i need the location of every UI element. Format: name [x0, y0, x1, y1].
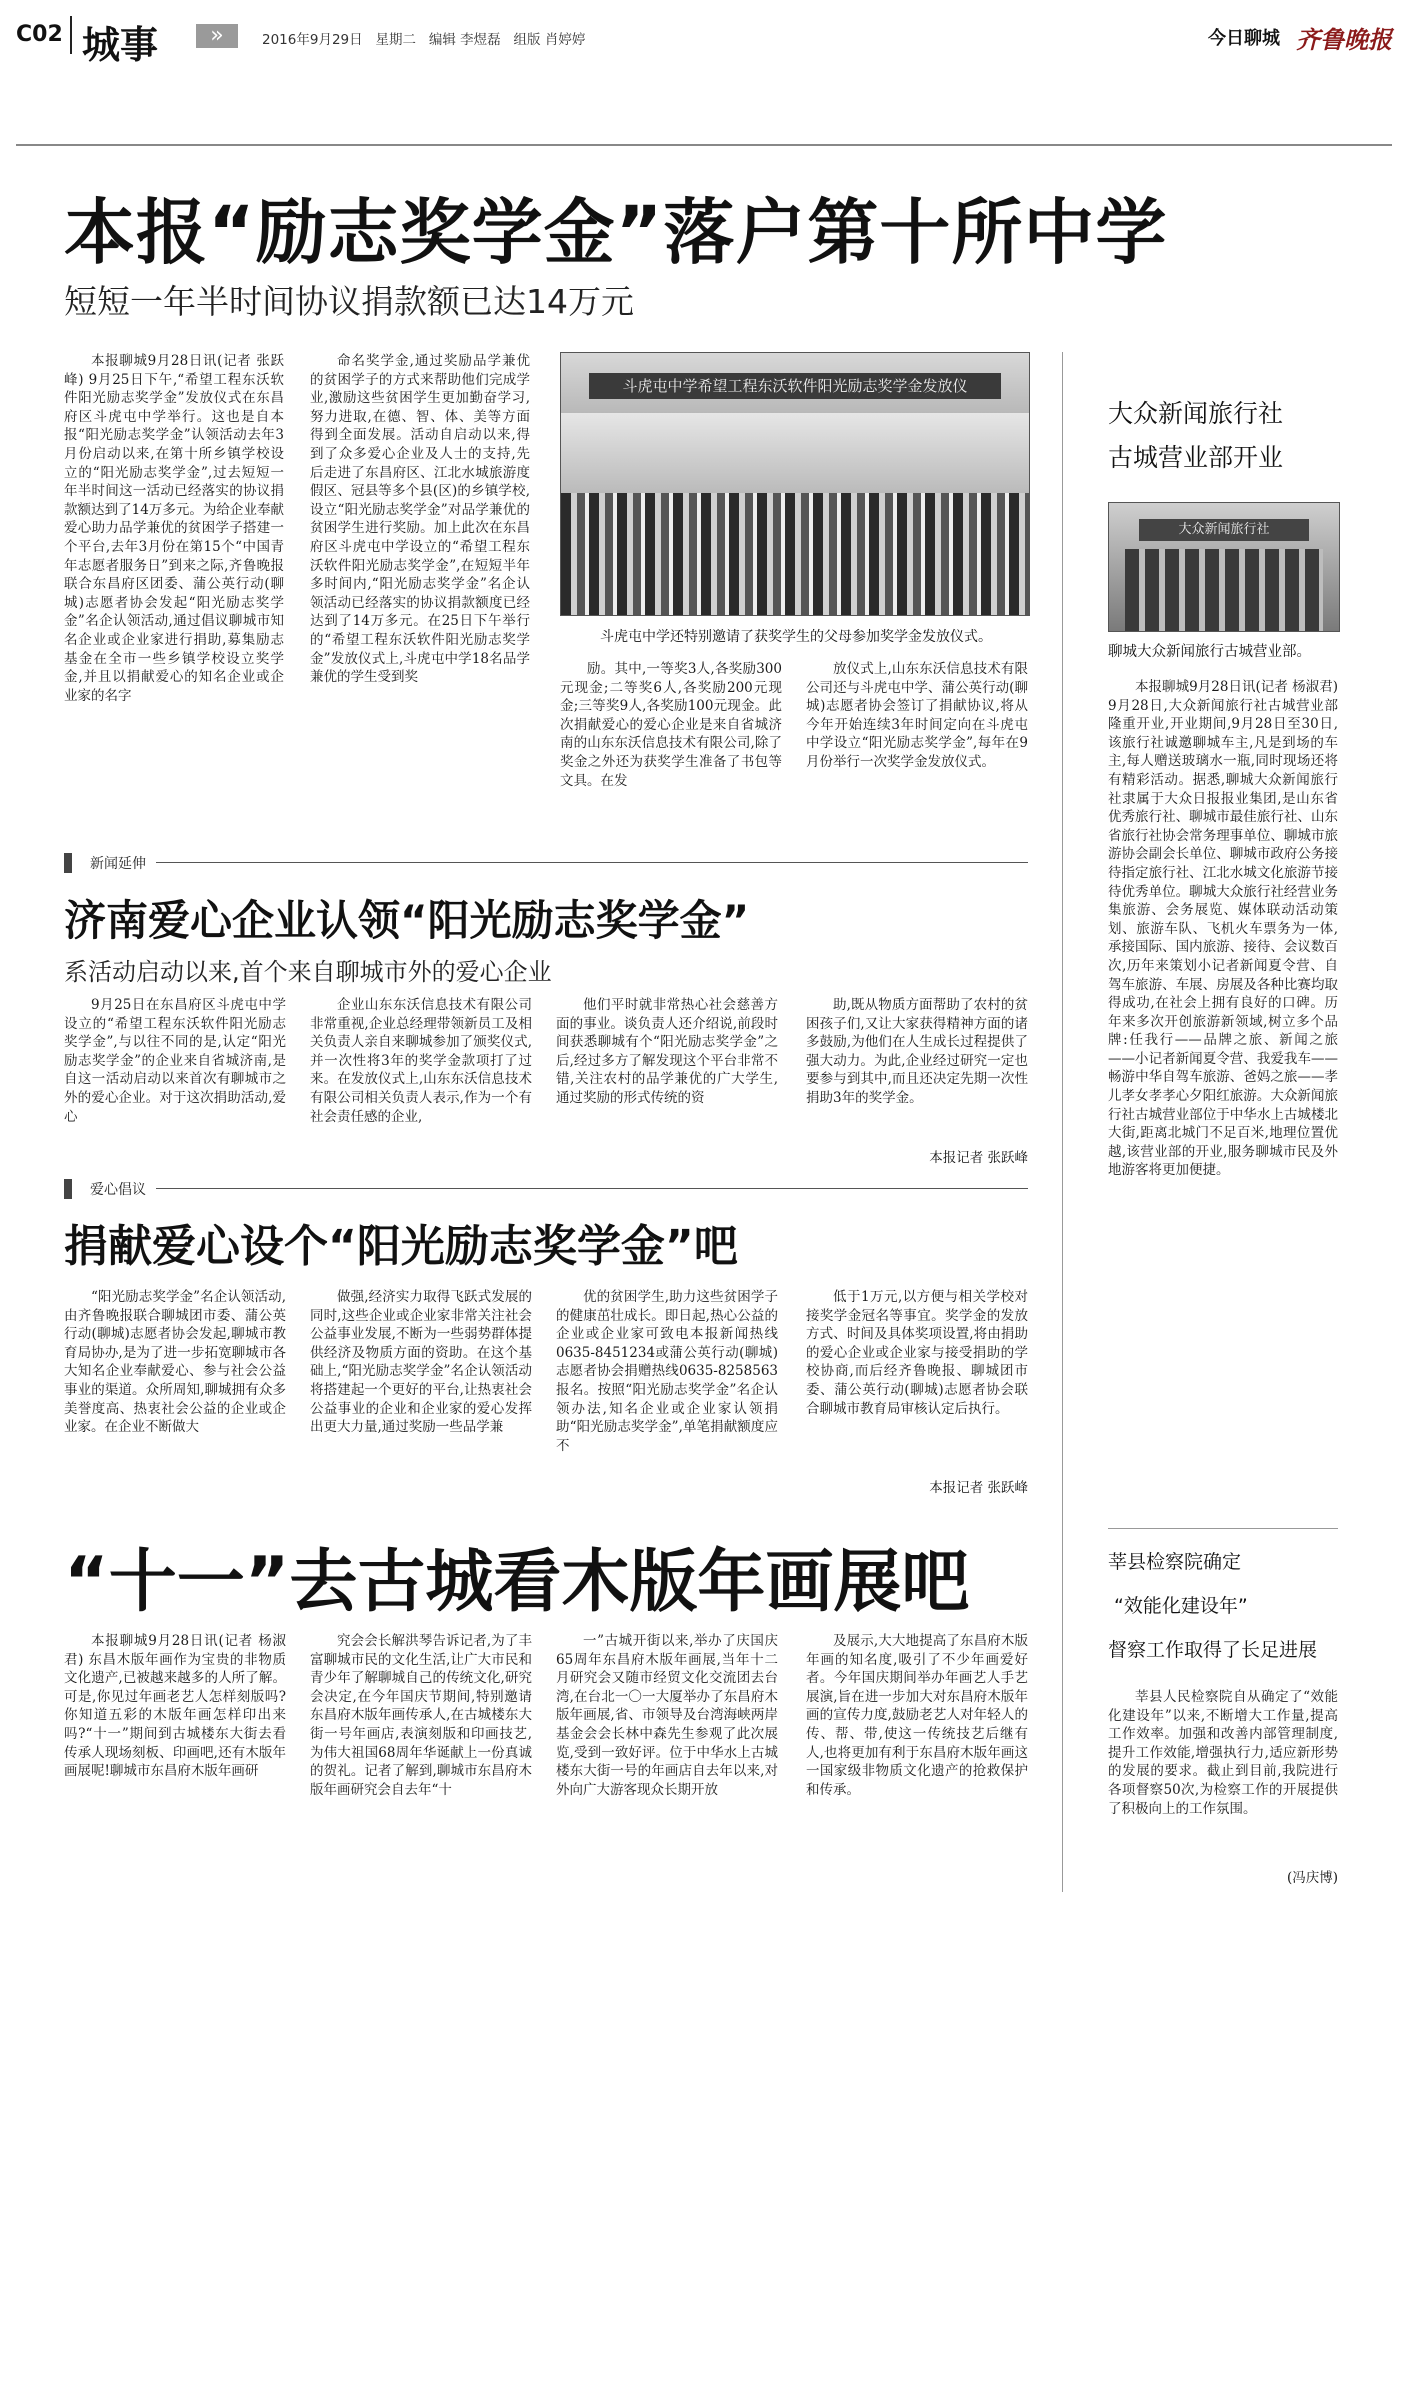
- article2-byline: 本报记者 张跃峰: [929, 1150, 1028, 1166]
- article4-headline: “十一”去古城看木版年画展吧: [64, 1543, 970, 1622]
- sidebar1-photo-facade: [1125, 549, 1323, 631]
- article4-col-2: 究会会长解洪琴告诉记者,为了丰富聊城市民的文化生活,让广大市民和青少年了解聊城自己的传统文化,研究会决定,在今年国庆节期间,特别邀请东昌府木版年画传承人,在古城楼东大街一号年画店,表演刻版和印画技艺,为伟大祖国68周年华诞献上一份真诚的贺礼。记者了解到,聊城市东昌府木版年画研究会自去年“十: [310, 1633, 532, 1798]
- sidebar2-byline: (冯庆博): [1286, 1870, 1338, 1886]
- main-subheadline: 短短一年半时间协议捐款额已达14万元: [64, 282, 634, 321]
- article2-col-2: 企业山东东沃信息技术有限公司非常重视,企业总经理带领新员工及相关负责人亲自来聊城参加了颁奖仪式,并一次性将3年的奖学金款项打了过来。在发放仪式上,山东东沃信息技术有限公司相关负责人表示,作为一个有社会责任感的企业,: [310, 997, 532, 1125]
- main-article-col-1: 本报聊城9月28日讯(记者 张跃峰) 9月25日下午,“希望工程东沃软件阳光励志奖学金”发放仪式在东昌府区斗虎屯中学举行。这也是自本报“阳光励志奖学金”认领活动去年3月份启动以来,在第十所乡镇学校设立的“阳光励志奖学金”,过去短短一年半时间这一活动已经落实的协议捐款额达到了14万多元。为给企业奉献爱心助力品学兼优的贫困学子搭建一个平台,去年3月份在第15个“中国青年志愿者服务日”到来之际,齐鲁晚报联合东昌府区团委、蒲公英行动(聊城)志愿者协会发起“阳光励志奖学金”名企认领活动,通过倡议聊城市知名企业或企业家进行捐助,募集励志基金在全市一些乡镇学校设立奖学金,并且以捐献爱心的知名企业或企业家的名字: [64, 353, 284, 704]
- header-divider: [70, 16, 72, 54]
- layout-credit: 组版 肖婷婷: [513, 32, 586, 48]
- article2-col-3: 他们平时就非常热心社会慈善方面的事业。谈负责人还介绍说,前段时间获悉聊城有个“阳光励志奖学金”之后,经过多方了解发现这个平台非常不错,关注农村的品学兼优的广大学生,通过奖励的形式传统的资: [556, 997, 778, 1106]
- article4-col-1: 本报聊城9月28日讯(记者 杨淑君) 东昌木版年画作为宝贵的非物质文化遗产,已被越来越多的人所了解。可是,你见过年画老艺人怎样刻版吗?你知道五彩的木版年画怎样印出来吗?“十一”期间到古城楼东大街去看传承人现场刻板、印画吧,还有木版年画展呢!聊城市东昌府木版年画研: [64, 1633, 286, 1780]
- page-code: C02: [16, 22, 63, 47]
- issue-date: 2016年9月29日: [262, 32, 363, 48]
- article2-tag: 新闻延伸: [64, 853, 156, 873]
- column-name: 今日聊城: [1208, 28, 1280, 49]
- section-title: 城事: [82, 23, 159, 67]
- photo-crowd: [561, 493, 1029, 615]
- article2-col-4: 助,既从物质方面帮助了农村的贫困孩子们,又让大家获得精神方面的诸多鼓励,为他们在人生成长过程提供了强大动力。为此,企业经过研究一定也要参与到其中,而且还决定先期一次性捐助3年的奖学金。: [806, 997, 1028, 1106]
- main-headline: 本报“励志奖学金”落户第十所中学: [64, 191, 1168, 274]
- editor-credit: 编辑 李煜磊: [428, 32, 501, 48]
- main-article-col-2: 命名奖学金,通过奖励品学兼优的贫困学子的方式来帮助他们完成学业,激励这些贫困学生更加勤奋学习,努力进取,在德、智、体、美等方面得到全面发展。活动自启动以来,得到了众多爱心企业及人士的支持,先后走进了东昌府区、江北水城旅游度假区、冠县等多个县(区)的乡镇学校,设立“阳光励志奖学金”对品学兼优的贫困学生进行奖励。加上此次在东昌府区斗虎屯中学设立的“希望工程东沃软件阳光励志奖学金”,在短短半年多时间内,“阳光励志奖学金”名企认领活动已经落实的协议捐款额度已经达到了14万多元。在25日下午举行的“希望工程东沃软件阳光励志奖学金”发放仪式上,斗虎屯中学18名品学兼优的学生受到奖: [310, 353, 530, 686]
- article3-tag: 爱心倡议: [64, 1179, 156, 1199]
- sidebar2-body: 莘县人民检察院自从确定了“效能化建设年”以来,不断增大工作量,提高工作效率。加强和改善内部管理制度,提升工作效能,增强执行力,适应新形势的发展的要求。截止到目前,我院进行各项督察50次,为检察工作的开展提供了积极向上的工作氛围。: [1108, 1689, 1338, 1817]
- photo-building: [561, 413, 1029, 503]
- sidebar-divider: [1062, 352, 1063, 1892]
- article2-rule: [64, 862, 1028, 863]
- article3-col-4: 低于1万元,以方便与相关学校对接奖学金冠名等事宜。奖学金的发放方式、时间及具体奖项设置,将由捐助的爱心企业或企业家与接受捐助的学校协商,而后经齐鲁晚报、聊城团市委、蒲公英行动(聊城)志愿者协会联合聊城市教育局审核认定后执行。: [806, 1289, 1028, 1417]
- sidebar2-title: [1108, 1540, 1317, 1672]
- sidebar1-title-line-2: 古城营业部开业: [1108, 443, 1284, 472]
- article2-col-1: 9月25日在东昌府区斗虎屯中学设立的“希望工程东沃软件阳光励志奖学金”,与以往不同的是,认定“阳光励志奖学金”的企业来自省城济南,是自这一活动启动以来首次有聊城市之外的爱心企业。对于这次捐助活动,爱心: [64, 997, 286, 1125]
- article4-col-4: 及展示,大大地提高了东昌府木版年画的知名度,吸引了不少年画爱好者。今年国庆期间举办年画艺人手艺展演,旨在进一步加大对东昌府木版年画的宣传力度,鼓励老艺人对年轻人的传、帮、带,使这一传统技艺后继有人,也将更加有利于东昌府木版年画这一国家级非物质文化遗产的抢救保护和传承。: [806, 1633, 1028, 1798]
- article2-headline: 济南爱心企业认领“阳光励志奖学金”: [64, 896, 750, 945]
- main-photo: [560, 352, 1030, 616]
- section-arrow-icon: »: [196, 24, 238, 48]
- sidebar2-rule: [1108, 1528, 1338, 1529]
- sidebar1-photo: [1108, 502, 1340, 632]
- sidebar1-photo-caption: 聊城大众新闻旅行古城营业部。: [1108, 644, 1311, 660]
- main-photo-caption: 斗虎屯中学还特别邀请了获奖学生的父母参加奖学金发放仪式。: [600, 629, 992, 645]
- sidebar1-title-line-1: 大众新闻旅行社: [1108, 399, 1284, 428]
- issue-weekday: 星期二: [375, 32, 416, 48]
- sidebar2-title-line-1: 莘县检察院确定: [1108, 1551, 1242, 1573]
- sidebar2-title-line-2: “效能化建设年”: [1114, 1595, 1248, 1617]
- sidebar1-photo-sign: 大众新闻旅行社: [1139, 519, 1309, 541]
- article3-col-2: 做强,经济实力取得飞跃式发展的同时,这些企业或企业家非常关注社会公益事业发展,不断为一些弱势群体提供经济及物质方面的资助。在这个基础上,“阳光励志奖学金”名企认领活动将搭建起一个更好的平台,让热衷社会公益事业的企业和企业家的爱心发挥出更大力量,通过奖励一些品学兼: [310, 1289, 532, 1436]
- article3-byline: 本报记者 张跃峰: [929, 1480, 1028, 1496]
- article3-headline: 捐献爱心设个“阳光励志奖学金”吧: [64, 1221, 738, 1272]
- article3-col-3: 优的贫困学生,助力这些贫困学子的健康茁壮成长。即日起,热心公益的企业或企业家可致电本报新闻热线0635-8451234或蒲公英行动(聊城)志愿者协会捐赠热线0635-8258563报名。按照“阳光励志奖学金”名企认领办法,知名企业或企业家认领捐助“阳光励志奖学金”,单笔捐献额度应不: [556, 1289, 778, 1454]
- article3-col-1: “阳光励志奖学金”名企认领活动,由齐鲁晚报联合聊城团市委、蒲公英行动(聊城)志愿者协会发起,聊城市教育局协办,是为了进一步拓宽聊城市各大知名企业奉献爱心、参与社会公益事业的渠道。众所周知,聊城拥有众多美誉度高、热衷社会公益的企业或企业家。在企业不断做大: [64, 1289, 286, 1436]
- sidebar2-title-line-3: 督察工作取得了长足进展: [1108, 1639, 1318, 1661]
- sidebar1-title: [1108, 392, 1283, 480]
- sidebar1-body: 本报聊城9月28日讯(记者 杨淑君) 9月28日,大众新闻旅行社古城营业部隆重开业,开业期间,9月28日至30日,该旅行社诚邀聊城车主,凡是到场的车主,每人赠送玻璃水一瓶,同时现场还将有精彩活动。据悉,聊城大众新闻旅行社隶属于大众日报报业集团,是山东省优秀旅行社、聊城市最佳旅行社、山东省旅行社协会常务理事单位、聊城市旅游协会副会长单位、聊城市政府公务接待指定旅行社、江北水城文化旅游节接待优秀单位。聊城大众旅行社经营业务集旅游、会务展览、媒体联动活动策划、旅游车队、飞机火车票务为一体,承接国际、国内旅游、接待、会议数百次,历年来策划小记者新闻夏令营、自驾车旅游、车展、房展及各种比赛均取得成功,在社会上拥有良好的口碑。历年来多次开创旅游新领域,树立多个品牌:任我行——品牌之旅、新闻之旅——小记者新闻夏令营、我爱我车——畅游中华自驾车旅游、爸妈之旅——孝儿孝女孝孝心夕阳红旅游。大众新闻旅行社古城营业部位于中华水上古城楼北大街,距离北城门不足百米,地理位置优越,该营业部的开业,服务聊城市民及外地游客将更加便捷。: [1108, 679, 1338, 1179]
- header-rule: [16, 144, 1392, 146]
- article3-rule: [64, 1188, 1028, 1189]
- brand-logo: 齐鲁晚报: [1296, 25, 1392, 54]
- main-article-col-4: 放仪式上,山东东沃信息技术有限公司还与斗虎屯中学、蒲公英行动(聊城)志愿者协会签订了捐献协议,将从今年开始连续3年时间定向在斗虎屯中学设立“阳光励志奖学金”,每年在9月份举行一次奖学金发放仪式。: [806, 661, 1028, 770]
- article4-col-3: 一”古城开街以来,举办了庆国庆65周年东昌府木版年画展,当年十二月研究会又随市经贸文化交流团去台湾,在台北一〇一大厦举办了东昌府木版年画展,省、市领导及台湾海峡两岸基金会会长林中森先生参观了此次展览,受到一致好评。位于中华水上古城楼东大街一号的年画店自去年以来,对外向广大游客现众长期开放: [556, 1633, 778, 1798]
- photo-banner: 斗虎屯中学希望工程东沃软件阳光励志奖学金发放仪: [589, 373, 1001, 399]
- header-meta: [262, 28, 585, 48]
- main-article-col-3: 励。其中,一等奖3人,各奖励300元现金;二等奖6人,各奖励200元现金;三等奖9人,各奖励100元现金。此次捐献爱心的爱心企业是来自省城济南的山东东沃信息技术有限公司,除了奖金之外还为获奖学生准备了书包等文具。在发: [560, 661, 782, 789]
- article2-subheadline: 系活动启动以来,首个来自聊城市外的爱心企业: [64, 958, 552, 986]
